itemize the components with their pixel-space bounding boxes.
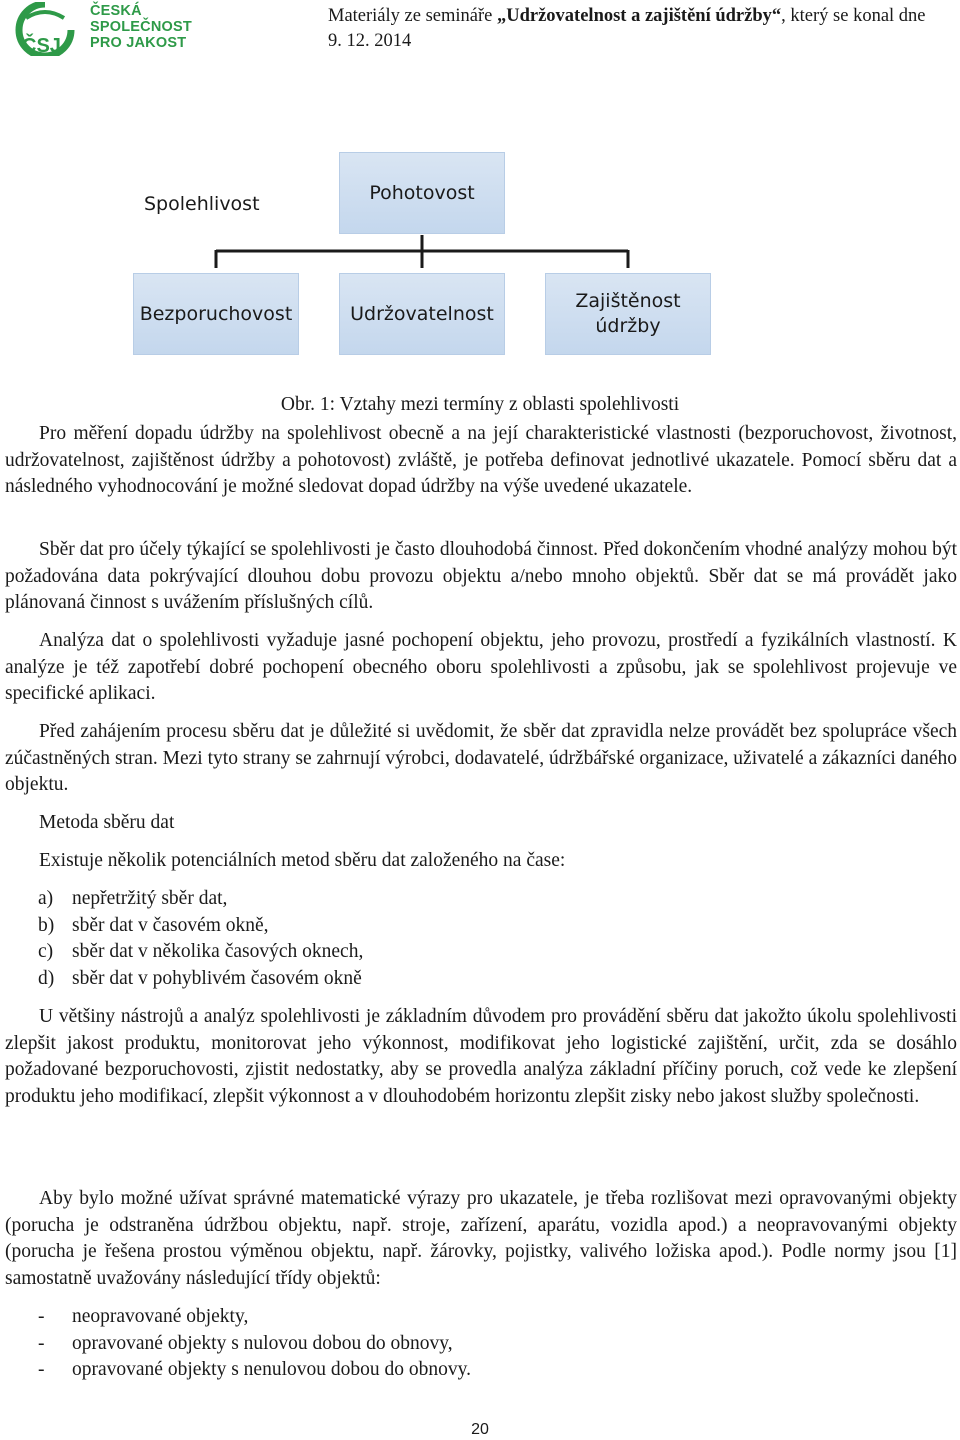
reliability-diagram: [0, 140, 960, 370]
node-udrzovatelnost: Udržovatelnost: [339, 273, 505, 355]
page-number: 20: [471, 1421, 489, 1438]
csj-logo-icon: [14, 2, 76, 56]
seminar-note-prefix: Materiály ze semináře: [328, 6, 497, 26]
logo-line-1: ČESKÁ: [90, 3, 142, 19]
list-marker: b): [38, 915, 55, 936]
paragraph-5: U většiny nástrojů a analýz spolehlivosti je základním důvodem pro provádění sběru dat jakožto úkolu spolehlivosti zlepšit jakost produktu, monitorovat jeho výkonnost, modifikovat jeho logistické zajištění, určit, zda se dosáhlo požadované bezporuchovosti, zjistit nedostatky, aby se provedla analýza základní příčiny poruch, což vede ke zlepšení produktu jeho modifikací, zlepšit výkonnost a v dlouhodobém horizontu zlepšit zisky nebo jakost služby společnosti.: [5, 1006, 957, 1107]
paragraph-4: Před zahájením procesu sběru dat je důležité si uvědomit, že sběr dat zpravidla nelze provádět bez spolupráce všech zúčastněných stran. Mezi tyto strany se zahrnují výrobci, dodavatelé, údržbářské organizace, uživatelé a zákazníci daného objektu.: [5, 721, 957, 795]
seminar-title: „Udržovatelnost a zajištění údržby“: [496, 6, 782, 26]
list-text: sběr dat v časovém okně,: [72, 915, 269, 936]
list-item: [38, 1304, 248, 1331]
list-item: [38, 966, 362, 993]
list-item: [38, 913, 269, 940]
list-text: sběr dat v pohyblivém časovém okně: [72, 968, 362, 989]
list-marker: -: [38, 1359, 45, 1380]
paragraph-1: Pro měření dopadu údržby na spolehlivost obecně a na její charakteristické vlastnosti (bezporuchovost, životnost, udržovatelnost, zajištěnost údržby a pohotovost) zvláště, je potřeba definovat jednotlivé ukazatele. Pomocí sběru dat a následného vyhodnocování je možné sledovat dopad údržby na výše uvedené ukazatele.: [5, 423, 957, 497]
list-item: [38, 886, 227, 913]
list-marker: d): [38, 968, 55, 989]
svg-text:ČSJ: ČSJ: [22, 35, 61, 56]
seminar-note-suffix: , který se konal dne 9. 12. 2014: [328, 6, 926, 51]
list-text: neopravované objekty,: [72, 1306, 249, 1327]
section-heading-metoda: Metoda sběru dat: [39, 812, 175, 833]
paragraph-2: Sběr dat pro účely týkající se spolehlivosti je často dlouhodobá činnost. Před dokončením vhodné analýzy mohou být požadována data pokrývající dlouhou dobu provozu objektu a/nebo mnoho objektů. Sběr dat se má provádět jako plánovaná činnost s uvážením příslušných cílů.: [5, 539, 957, 613]
list-item: [38, 1331, 453, 1358]
paragraph-methods-intro: Existuje několik potenciálních metod sběru dat založeného na čase:: [39, 850, 566, 871]
list-text: nepřetržitý sběr dat,: [72, 888, 228, 909]
logo-line-3: PRO JAKOST: [90, 35, 187, 51]
figure-caption: Obr. 1: Vztahy mezi termíny z oblasti spolehlivosti: [280, 394, 680, 415]
list-text: sběr dat v několika časových oknech,: [72, 941, 364, 962]
node-bezporuchovost: Bezporuchovost: [133, 273, 299, 355]
seminar-note: [328, 4, 943, 54]
list-marker: -: [38, 1333, 45, 1354]
list-text: opravované objekty s nenulovou dobou do obnovy.: [72, 1359, 471, 1380]
logo-text: [90, 3, 192, 51]
list-item: [38, 1357, 471, 1384]
list-item: [38, 939, 363, 966]
node-zajistenost-udrzby: Zajištěnost údržby: [545, 273, 711, 355]
logo-line-2: SPOLEČNOST: [90, 19, 192, 35]
node-pohotovost: Pohotovost: [339, 152, 505, 234]
list-marker: -: [38, 1306, 45, 1327]
csj-logo: [14, 0, 204, 58]
list-text: opravované objekty s nulovou dobou do obnovy,: [72, 1333, 453, 1354]
paragraph-6: Aby bylo možné užívat správné matematické výrazy pro ukazatele, je třeba rozlišovat mezi opravovanými objekty (porucha je odstraněna údržbou objektu, např. stroje, zařízení, aparátu, vozidla apod.) a neopravovanými objekty (porucha je řešena prostou výměnou objektu, např. žárovky, pojistky, valivého ložiska apod.). Podle normy jsou [1] samostatně uvažovány následující třídy objektů:: [5, 1188, 957, 1289]
list-marker: c): [38, 941, 54, 962]
paragraph-3: Analýza dat o spolehlivosti vyžaduje jasné pochopení objektu, jeho provozu, prostředí a fyzikálních vlastností. K analýze je též zapotřebí dobré pochopení obecného oboru spolehlivosti a způsobu, jak se spolehlivost projevuje ve specifické aplikaci.: [5, 630, 957, 704]
list-marker: a): [38, 888, 54, 909]
node-spolehlivost: Spolehlivost: [144, 193, 260, 215]
